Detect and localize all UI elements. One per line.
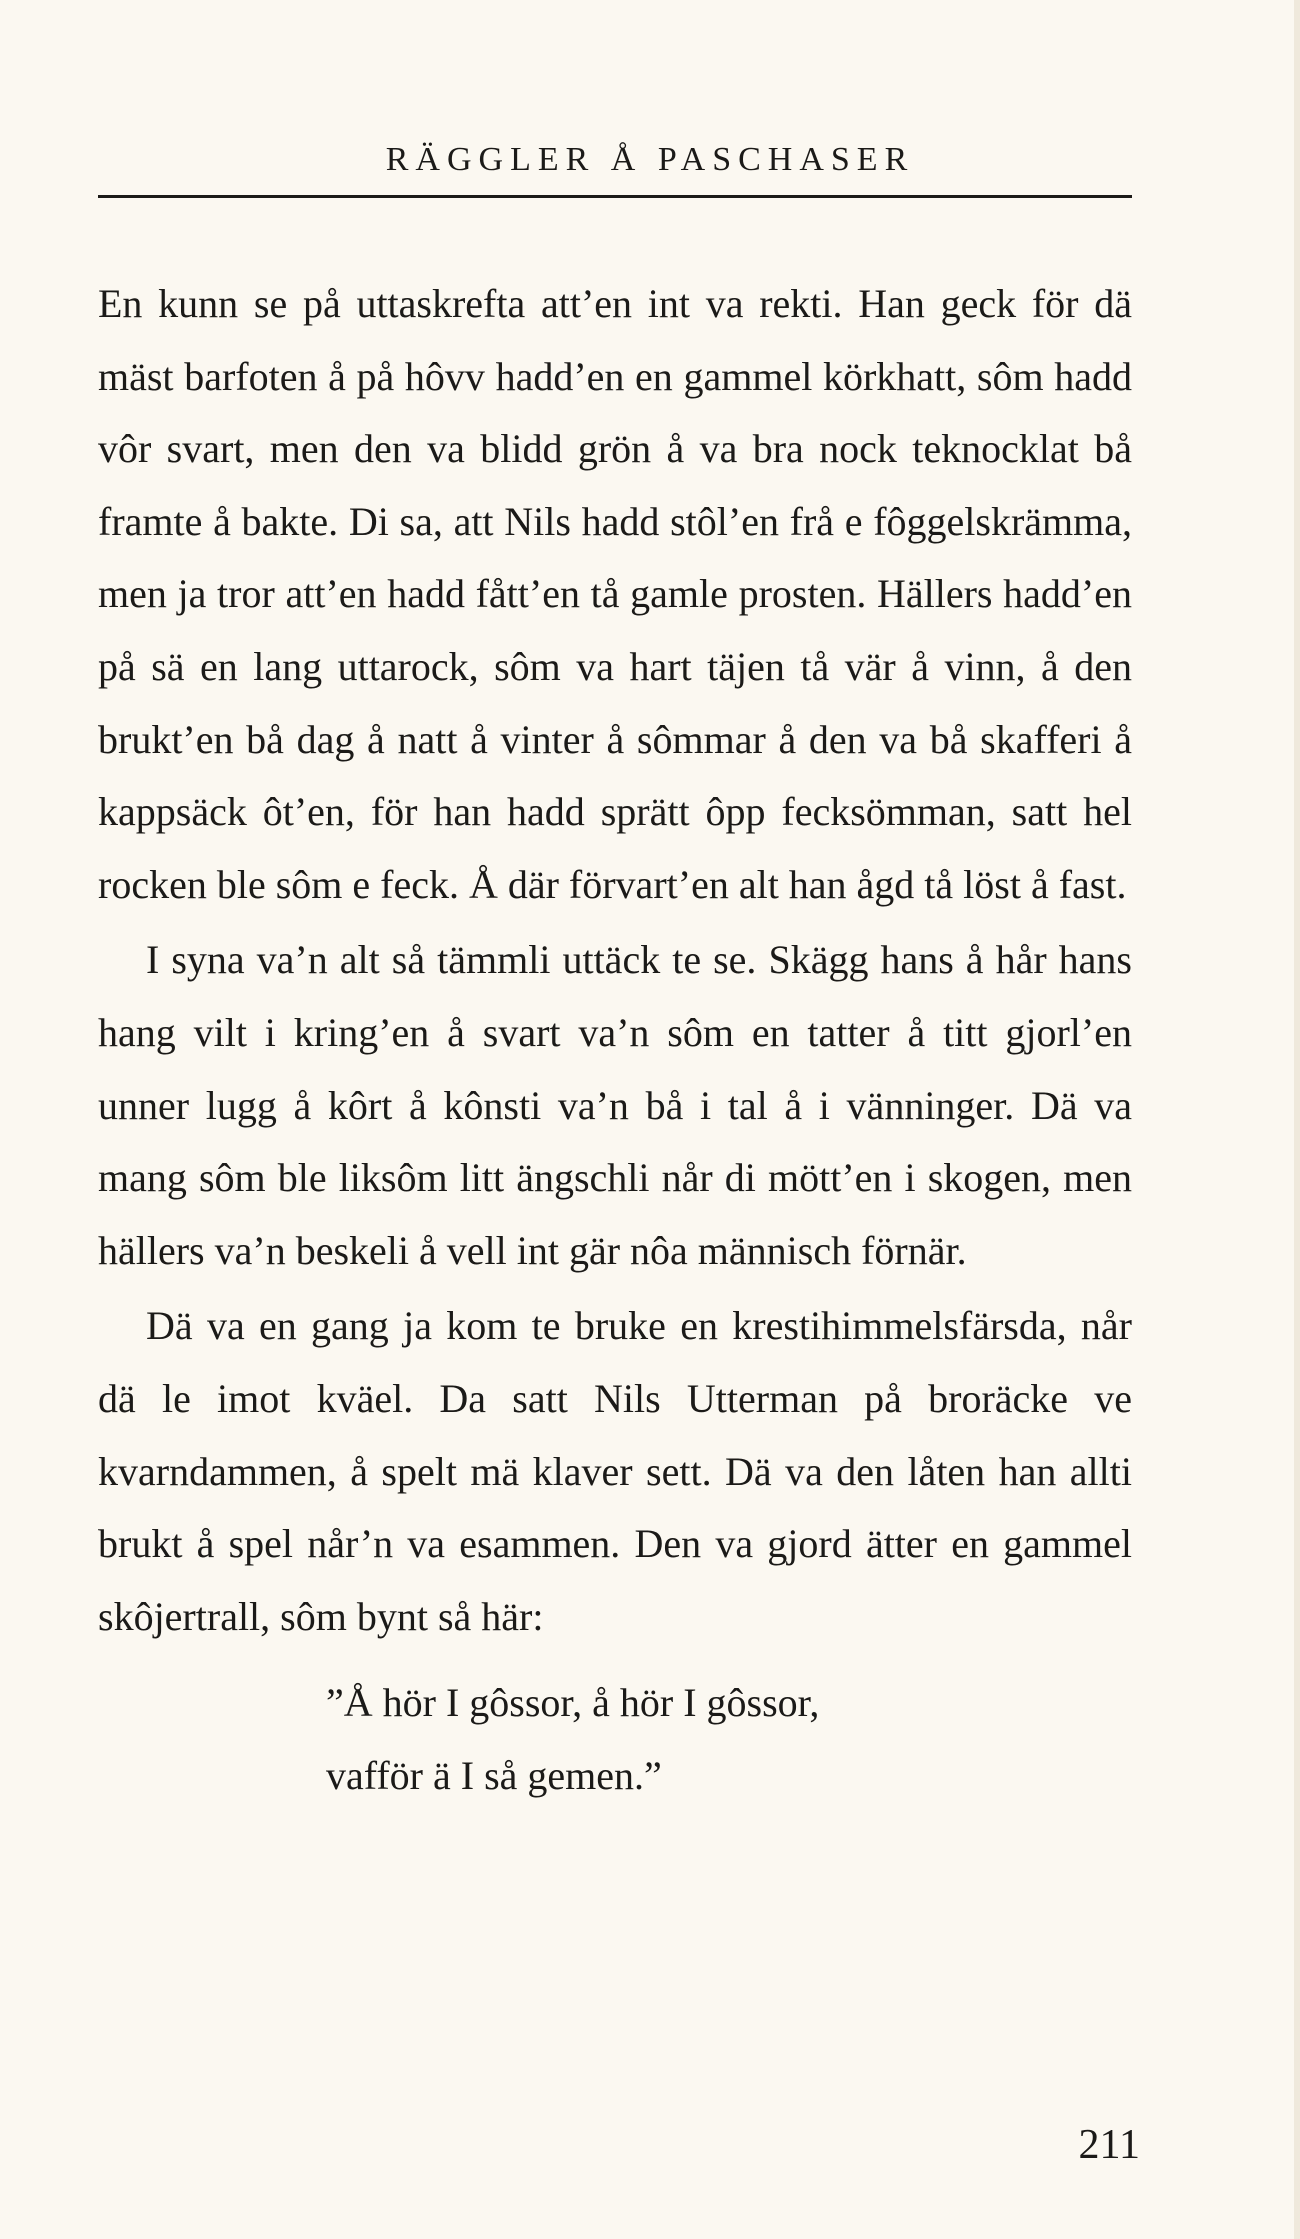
header-rule [98,195,1132,198]
page-edge [1294,0,1300,2239]
paragraph-1: En kunn se på uttaskrefta att’en int va rekti. Han geck för dä mäst barfoten å på hôvv hadd’en en gammel körkhatt, sôm hadd vôr svart, men den va blidd grön å va bra nock teknocklat bå framte å bakte. Di sa, att Nils hadd stôl’en frå e fôggelskrämma, men ja tror att’en hadd fått’en tå gamle prosten. Hällers hadd’en på sä en lang uttarock, sôm va hart täjen tå vär å vinn, å den brukt’en bå dag å natt å vinter å sômmar å den va bå skafferi å kappsäck ôt’en, för han hadd sprätt ôpp fecksömman, satt hel rocken ble sôm e feck. Å där förvart’en alt han ågd tå löst å fast. [98,281,1132,907]
verse-line-1: ”Å hör I gôssor, å hör I gôssor, [326,1680,820,1726]
paragraph-3: Dä va en gang ja kom te bruke en krestihimmelsfärsda, når dä le imot kväel. Da satt Nils Utterman på broräcke ve kvarndammen, å spelt mä klaver sett. Dä va den låten han allti brukt å spel når’n va esammen. Den va gjord ätter en gammel skôjertrall, sôm bynt så här: [98,1303,1132,1639]
running-head: RÄGGLER Å PASCHASER [385,141,915,178]
verse [326,1667,1132,1812]
page-number: 211 [1078,2122,1140,2168]
verse-line-2: vafför ä I så gemen.” [326,1752,662,1798]
body-text [98,268,1132,1812]
paragraph-2: I syna va’n alt så tämmli uttäck te se. Skägg hans å hår hans hang vilt i kring’en å svart va’n sôm en tatter å titt gjorl’en unner lugg å kôrt å kônsti va’n bå i tal å i vänninger. Dä va mang sôm ble liksôm litt ängschli når di mött’en i skogen, men hällers va’n beskeli å vell int gär nôa männisch förnär. [98,937,1132,1273]
